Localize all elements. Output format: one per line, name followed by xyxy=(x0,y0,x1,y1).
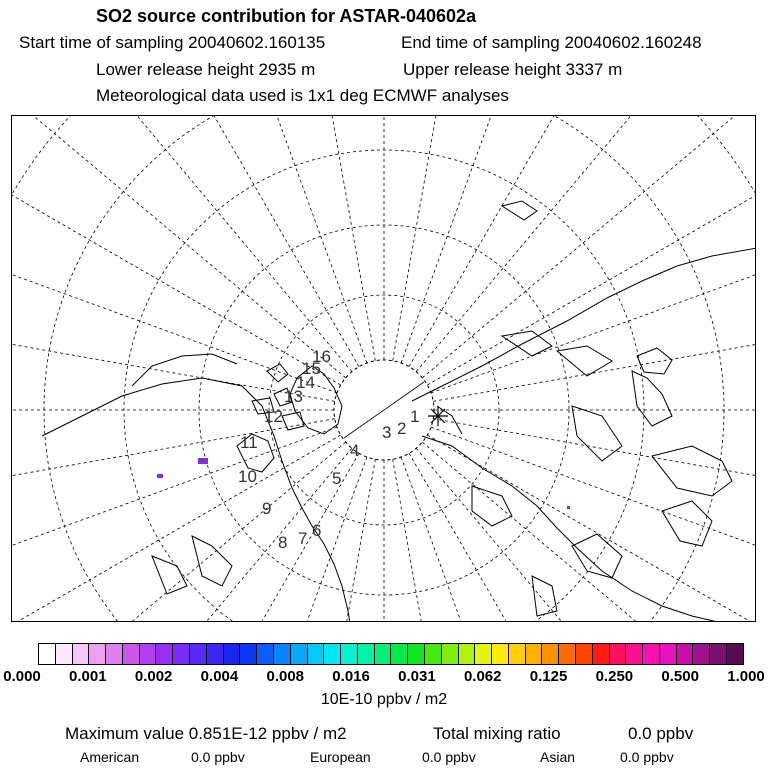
color-scale-tick-label: 1.000 xyxy=(727,668,765,685)
color-swatch xyxy=(459,644,476,664)
color-swatch xyxy=(240,644,257,664)
maximum-value: Maximum value 0.851E-12 ppbv / m2 xyxy=(65,724,347,743)
meridian-line xyxy=(393,116,506,361)
trajectory-hour-label: 1 xyxy=(410,407,420,426)
end-time: End time of sampling 20040602.160248 xyxy=(401,33,702,52)
color-swatch xyxy=(173,644,190,664)
meridian-line xyxy=(34,453,359,622)
meridian-line xyxy=(427,116,756,385)
meridian-line xyxy=(401,457,623,622)
color-scale-tick-label: 0.016 xyxy=(332,668,370,685)
color-scale-bar xyxy=(38,643,744,665)
color-swatch xyxy=(677,644,694,664)
release-location-marker xyxy=(428,406,448,426)
american-value: 0.0 ppbv xyxy=(191,749,245,765)
meridian-line xyxy=(12,427,337,622)
color-swatch xyxy=(257,644,274,664)
color-swatch xyxy=(274,644,291,664)
polar-map xyxy=(11,115,756,622)
color-swatch xyxy=(576,644,593,664)
color-swatch xyxy=(156,644,173,664)
trajectory-hour-label: 6 xyxy=(312,521,322,540)
color-swatch xyxy=(73,644,90,664)
color-swatch xyxy=(559,644,576,664)
plot-title: SO2 source contribution for ASTAR-040602a xyxy=(96,6,477,26)
color-swatch xyxy=(375,644,392,664)
trajectory-hour-label: 8 xyxy=(278,533,288,552)
color-swatch xyxy=(106,644,123,664)
color-swatch xyxy=(224,644,241,664)
color-swatch xyxy=(509,644,526,664)
upper-release-height: Upper release height 3337 m xyxy=(403,60,623,79)
total-mixing-ratio-label: Total mixing ratio xyxy=(433,724,561,743)
color-swatch xyxy=(526,644,543,664)
trajectory-hour-label: 5 xyxy=(332,469,342,488)
color-scale-tick-label: 0.062 xyxy=(463,668,502,685)
meridian-line xyxy=(12,288,335,401)
meridian-line xyxy=(34,116,359,367)
trajectory-hour-label: 7 xyxy=(298,529,308,548)
european-label: European xyxy=(310,749,371,765)
color-swatch xyxy=(56,644,73,664)
meridian-line xyxy=(393,459,506,622)
meridian-line xyxy=(12,116,352,372)
color-swatch xyxy=(207,644,224,664)
color-swatch xyxy=(140,644,157,664)
color-swatch xyxy=(542,644,559,664)
trajectory-hour-label: 16 xyxy=(312,347,331,366)
asian-label: Asian xyxy=(540,749,576,765)
meridian-line xyxy=(431,171,756,393)
american-label: American xyxy=(80,749,140,765)
color-swatch xyxy=(291,644,308,664)
color-swatch xyxy=(190,644,207,664)
color-swatch xyxy=(341,644,358,664)
meridian-line xyxy=(409,453,734,622)
color-scale-tick-label: 0.500 xyxy=(661,668,699,685)
meridian-line xyxy=(416,448,756,622)
meridian-line xyxy=(409,116,734,367)
trajectory-hour-label: 4 xyxy=(350,441,360,460)
trajectory-hour-label: 15 xyxy=(302,359,321,378)
color-scale-tick-label: 0.000 xyxy=(3,668,41,685)
color-scale-tick-label: 0.004 xyxy=(200,668,239,685)
trajectory-hour-label: 13 xyxy=(284,387,303,406)
color-swatch xyxy=(693,644,710,664)
color-swatch xyxy=(626,644,643,664)
color-swatch xyxy=(391,644,408,664)
trajectory-hour-label: 3 xyxy=(382,423,392,442)
meteorological-data: Meteorological data used is 1x1 deg ECMWF analyses xyxy=(96,86,509,105)
meridian-line xyxy=(12,116,346,378)
trajectory-hour-label: 9 xyxy=(262,499,272,518)
color-swatch xyxy=(710,644,727,664)
meridian-line xyxy=(433,419,756,532)
trajectory-hour-label: 14 xyxy=(296,373,315,392)
color-swatch xyxy=(643,644,660,664)
color-swatch xyxy=(39,644,56,664)
color-swatch xyxy=(324,644,341,664)
european-value: 0.0 ppbv xyxy=(422,749,476,765)
trajectory-hour-label: 10 xyxy=(238,467,257,486)
meridian-line xyxy=(12,171,337,393)
color-swatch xyxy=(89,644,106,664)
color-scale-tick-label: 0.002 xyxy=(134,668,173,685)
lower-release-height: Lower release height 2935 m xyxy=(96,60,316,79)
trajectory-hour-label: 11 xyxy=(240,433,258,452)
trajectory-hour-label: 12 xyxy=(264,407,283,426)
meridian-line xyxy=(422,116,756,378)
meridian-line xyxy=(431,427,756,622)
color-swatch xyxy=(492,644,509,664)
meridian-line xyxy=(145,116,367,363)
color-scale-tick-label: 0.001 xyxy=(69,668,107,685)
color-scale-unit: 10E-10 ppbv / m2 xyxy=(320,691,448,708)
meridian-line xyxy=(427,435,756,622)
lat-lon-graticule xyxy=(12,116,756,622)
emission-patch xyxy=(567,506,570,509)
color-swatch xyxy=(442,644,459,664)
total-mixing-ratio-value: 0.0 ppbv xyxy=(628,724,694,743)
color-swatch xyxy=(408,644,425,664)
color-swatch xyxy=(727,644,743,664)
color-scale-tick-label: 0.031 xyxy=(398,668,436,685)
color-swatch xyxy=(660,644,677,664)
meridian-line xyxy=(416,116,756,372)
color-swatch xyxy=(425,644,442,664)
color-scale-tick-label: 0.008 xyxy=(266,668,305,685)
color-swatch xyxy=(475,644,492,664)
trajectory-hour-label: 2 xyxy=(397,419,407,438)
color-swatch xyxy=(308,644,325,664)
color-scale-tick-label: 0.125 xyxy=(529,668,568,685)
asian-value: 0.0 ppbv xyxy=(620,749,674,765)
emission-patch xyxy=(157,474,163,478)
start-time: Start time of sampling 20040602.160135 xyxy=(19,33,326,52)
color-swatch xyxy=(593,644,610,664)
color-swatch xyxy=(123,644,140,664)
meridian-line xyxy=(12,116,341,385)
color-scale-tick-label: 0.250 xyxy=(595,668,634,685)
meridian-line xyxy=(401,116,623,363)
meridian-line xyxy=(262,116,375,361)
color-swatch xyxy=(358,644,375,664)
meridian-line xyxy=(422,442,756,622)
color-swatch xyxy=(610,644,627,664)
meridian-line xyxy=(12,442,346,622)
emission-patch xyxy=(198,458,208,464)
meridian-line xyxy=(12,435,341,622)
